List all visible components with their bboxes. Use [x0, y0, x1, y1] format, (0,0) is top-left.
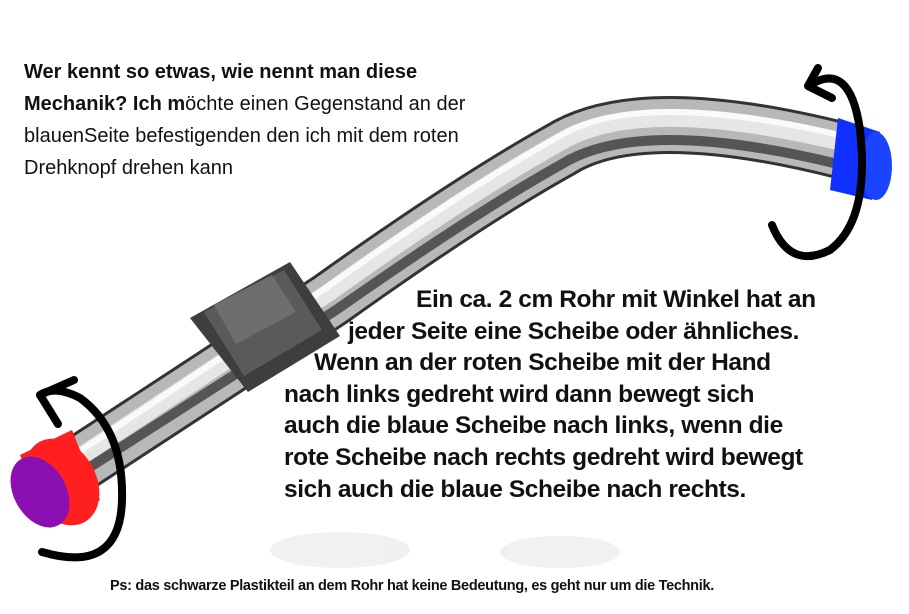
description-text	[278, 284, 878, 505]
description-line: sich auch die blaue Scheibe nach rechts.	[284, 475, 746, 503]
question-bold: Wer kennt so etwas, wie nennt man diese Mechanik? Ich m	[24, 61, 418, 115]
description-line: Ein ca. 2 cm Rohr mit Winkel hat an	[416, 286, 816, 313]
description-line: Wenn an der roten Scheibe mit der Hand	[314, 349, 771, 377]
description-line: rote Scheibe nach rechts gedreht wird bewegt	[284, 443, 803, 471]
question-normal: öchte einen Gegenstand an der blauenSeite befestigenden den ich mit dem roten Drehknopf drehen kann	[24, 93, 466, 179]
footnote-text: Ps: das schwarze Plastikteil an dem Rohr hat keine Bedeutung, es geht nur um die Technik.	[110, 578, 714, 594]
description-line: jeder Seite eine Scheibe oder ähnliches.	[348, 317, 800, 345]
question-text	[24, 56, 494, 184]
reflection-shadow	[270, 532, 620, 568]
description-line: auch die blaue Scheibe nach links, wenn die	[284, 412, 783, 440]
description-line: nach links gedreht wird dann bewegt sich	[284, 380, 755, 408]
